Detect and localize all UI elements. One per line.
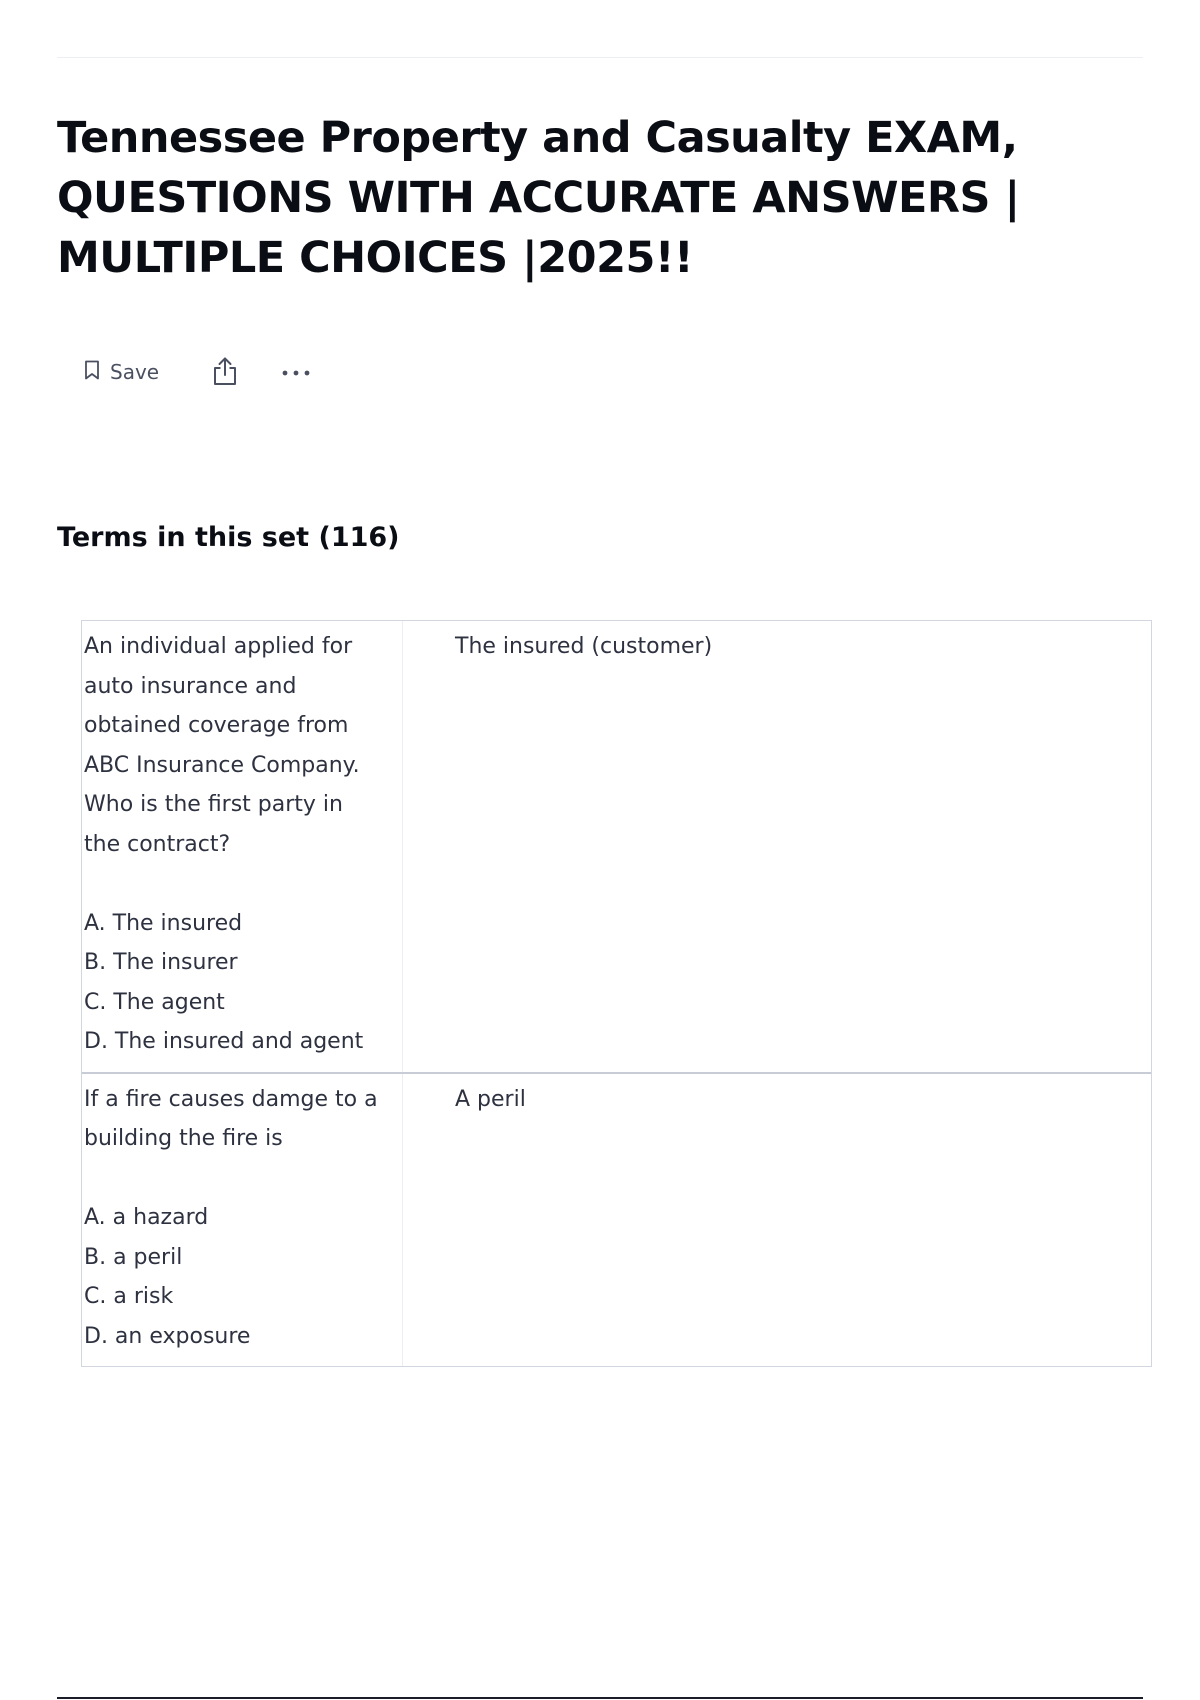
term-question: If a fire causes damge to a building the fire is A. a hazard B. a peril C. a risk D. an exposure: [82, 1074, 403, 1367]
term-row: [82, 1072, 1151, 1367]
bottom-divider: [57, 1697, 1143, 1699]
page-title: Tennessee Property and Casualty EXAM, QUESTIONS WITH ACCURATE ANSWERS | MULTIPLE CHOICES |2025!!: [57, 113, 1020, 283]
terms-table: [81, 620, 1152, 1367]
term-question: An individual applied for auto insurance and obtained coverage from ABC Insurance Company. Who is the first party in the contract? A. The insured B. The insurer C. The agent D. The insured and agent: [82, 621, 403, 1072]
bookmark-icon: [84, 360, 100, 385]
top-divider: [57, 57, 1143, 58]
term-answer: A peril: [455, 1086, 526, 1112]
term-row: [82, 621, 1151, 1072]
save-button[interactable]: [84, 360, 159, 385]
share-icon: [211, 356, 239, 389]
save-label: Save: [110, 360, 160, 384]
term-answer: The insured (customer): [455, 634, 713, 659]
share-button[interactable]: [211, 356, 239, 389]
terms-heading: Terms in this set (116): [57, 522, 400, 553]
more-options-icon: [281, 365, 311, 380]
more-options-button[interactable]: [281, 365, 311, 380]
action-bar: [84, 352, 311, 392]
